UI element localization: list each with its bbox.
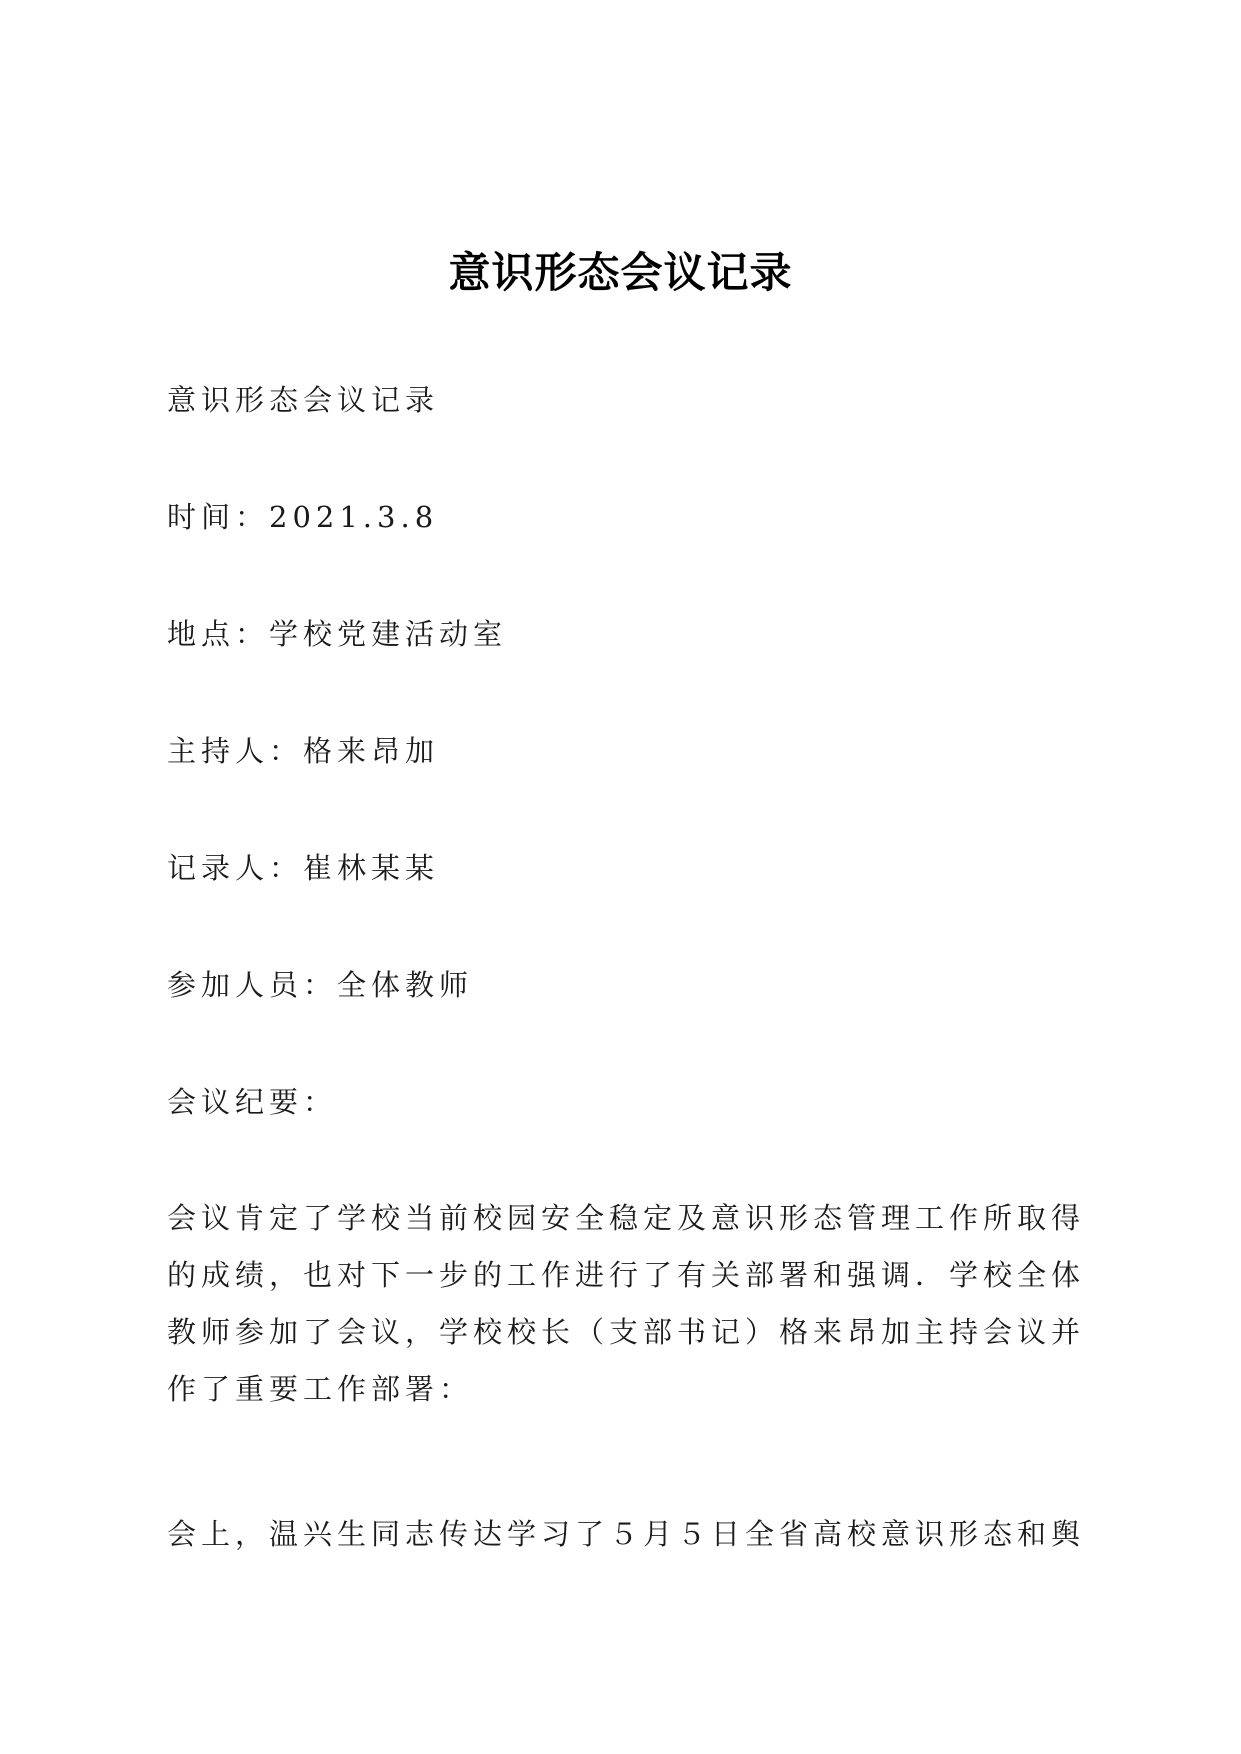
meeting-location: 地点：学校党建活动室 (167, 617, 508, 651)
meeting-recorder: 记录人：崔林某某 (167, 851, 440, 885)
paragraph-2 (167, 1506, 1086, 1563)
meeting-attendees: 参加人员：全体教师 (167, 968, 474, 1002)
paragraph-1 (167, 1190, 1086, 1418)
paragraph-1-line: 教师参加了会议，学校校长（支部书记）格来昂加主持会议并 (167, 1315, 1086, 1349)
document-title: 意识形态会议记录 (448, 248, 793, 297)
paragraph-1-line: 作了重要工作部署： (167, 1372, 474, 1406)
paragraph-1-line: 会议肯定了学校当前校园安全稳定及意识形态管理工作所取得 (167, 1201, 1086, 1235)
document-subtitle: 意识形态会议记录 (167, 383, 440, 417)
summary-heading: 会议纪要： (167, 1085, 338, 1119)
meeting-host: 主持人：格来昂加 (167, 734, 440, 768)
meeting-time: 时间：2021.3.8 (167, 500, 439, 534)
paragraph-1-line: 的成绩，也对下一步的工作进行了有关部署和强调．学校全体 (167, 1258, 1086, 1292)
paragraph-2-line: 会上，温兴生同志传达学习了５月５日全省高校意识形态和舆 (167, 1517, 1086, 1551)
